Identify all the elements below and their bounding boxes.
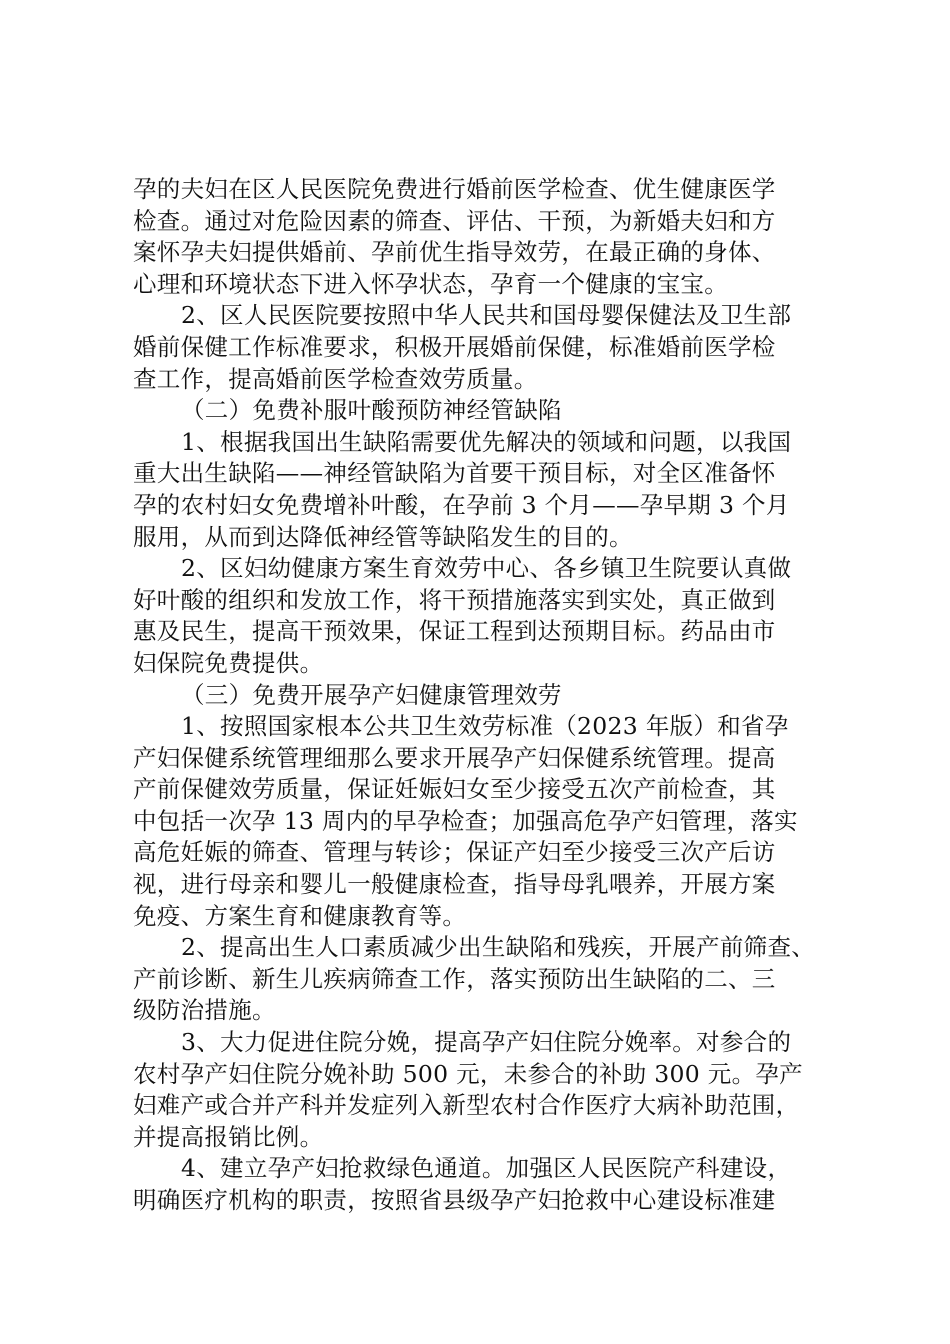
text-line: 好叶酸的组织和发放工作，将干预措施落实到实处，真正做到 — [133, 585, 776, 614]
text-line: 2、区人民医院要按照中华人民共和国母婴保健法及卫生部 — [181, 301, 792, 330]
text-line: 免疫、方案生育和健康教育等。 — [133, 901, 467, 930]
text-line: 案怀孕夫妇提供婚前、孕前优生指导效劳，在最正确的身体、 — [133, 238, 776, 267]
text-line: 农村孕产妇住院分娩补助 500 元，未参合的补助 300 元。孕产 — [133, 1059, 803, 1088]
text-line: 检查。通过对危险因素的筛查、评估、干预，为新婚夫妇和方 — [133, 206, 776, 235]
text-line: 2、区妇幼健康方案生育效劳中心、各乡镇卫生院要认真做 — [181, 554, 792, 583]
text-line: 重大出生缺陷——神经管缺陷为首要干预目标，对全区准备怀 — [133, 459, 776, 488]
text-line: 婚前保健工作标准要求，积极开展婚前保健，标准婚前医学检 — [133, 332, 776, 361]
text-line: 产前诊断、新生儿疾病筛查工作，落实预防出生缺陷的二、三 — [133, 964, 776, 993]
text-line: 高危妊娠的筛查、管理与转诊；保证产妇至少接受三次产后访 — [133, 838, 776, 867]
text-line: （三）免费开展孕产妇健康管理效劳 — [181, 680, 562, 709]
text-line: 2、提高出生人口素质减少出生缺陷和残疾，开展产前筛查、 — [181, 933, 816, 962]
text-line: 孕的夫妇在区人民医院免费进行婚前医学检查、优生健康医学 — [133, 175, 776, 203]
text-line: 心理和环境状态下进入怀孕状态，孕育一个健康的宝宝。 — [133, 269, 728, 298]
text-line: 1、根据我国出生缺陷需要优先解决的领域和问题，以我国 — [181, 427, 792, 456]
text-line: 妇难产或合并产科并发症列入新型农村合作医疗大病补助范围， — [133, 1091, 800, 1120]
document-body — [133, 174, 833, 1217]
text-line: 惠及民生，提高干预效果，保证工程到达预期目标。药品由市 — [133, 617, 776, 646]
text-line: 服用，从而到达降低神经管等缺陷发生的目的。 — [133, 522, 633, 551]
text-line: 3、大力促进住院分娩，提高孕产妇住院分娩率。对参合的 — [181, 1028, 792, 1057]
text-line: 中包括一次孕 13 周内的早孕检查；加强高危孕产妇管理，落实 — [133, 806, 798, 835]
text-line: 产妇保健系统管理细那么要求开展孕产妇保健系统管理。提高 — [133, 743, 776, 772]
text-line: 妇保院免费提供。 — [133, 648, 324, 677]
text-line: 明确医疗机构的职责，按照省县级孕产妇抢救中心建设标准建 — [133, 1186, 776, 1214]
text-line: 孕的农村妇女免费增补叶酸，在孕前 3 个月——孕早期 3 个月 — [133, 490, 790, 519]
text-line: 视，进行母亲和婴儿一般健康检查，指导母乳喂养，开展方案 — [133, 870, 776, 899]
text-line: 查工作，提高婚前医学检查效劳质量。 — [133, 364, 538, 393]
text-line: 产前保健效劳质量，保证妊娠妇女至少接受五次产前检查，其 — [133, 775, 776, 804]
text-line: 1、按照国家根本公共卫生效劳标准（2023 年版）和省孕 — [181, 712, 789, 741]
text-line: 4、建立孕产妇抢救绿色通道。加强区人民医院产科建设， — [181, 1154, 792, 1183]
text-line: （二）免费补服叶酸预防神经管缺陷 — [181, 396, 562, 425]
text-line: 并提高报销比例。 — [133, 1122, 324, 1151]
text-line: 级防治措施。 — [133, 996, 276, 1025]
